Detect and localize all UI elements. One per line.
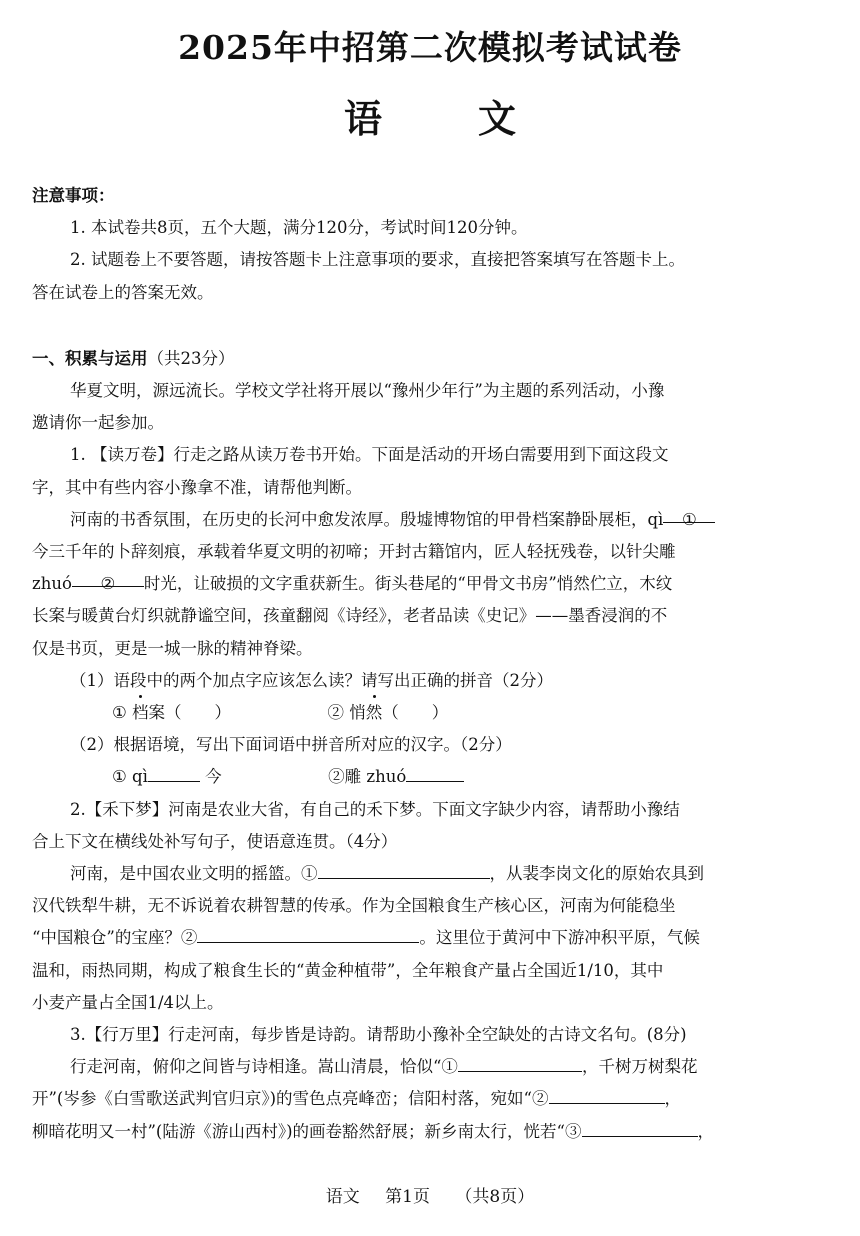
q2-blank-1 <box>318 860 490 879</box>
subject-title: 语文 <box>343 96 612 141</box>
exam-content <box>32 180 834 1148</box>
q3-text-2b: ， <box>664 1089 681 1109</box>
q3-prompt: 3.【行万里】行走河南，每步皆是诗韵。请帮助小豫补全空缺处的古诗文名句。(8分) <box>70 1025 687 1045</box>
q3-blank-3 <box>582 1118 698 1137</box>
section-intro-b: 邀请你一起参加。 <box>32 413 164 433</box>
q3-blank-2 <box>549 1085 665 1104</box>
notes-item-1: 1. 本试卷共8页，五个大题，满分120分，考试时间120分钟。 <box>70 218 528 238</box>
notes-item-2a: 2. 试题卷上不要答题，请按答题卡上注意事项的要求，直接把答案填写在答题卡上。 <box>70 250 685 270</box>
section-intro-a: 华夏文明，源远流长。学校文学社将开展以“豫州少年行”为主题的系列活动，小豫 <box>70 381 665 401</box>
option-2-char: 悄 <box>349 703 366 723</box>
q3-passage-line-1 <box>32 1051 834 1083</box>
sub2-option-2: ②雕 zhuó <box>328 767 407 787</box>
blank-zhuo <box>406 763 464 782</box>
q1-sub2: （2）根据语境，写出下面词语中拼音所对应的汉字。（2分） <box>70 735 512 755</box>
circle-number-1: ① <box>681 509 697 529</box>
section-heading <box>32 343 834 375</box>
q1-passage-text: 河南的书香氛围，在历史的长河中愈发浓厚。殷墟博物馆的甲骨档案静卧展柜，qì <box>70 509 664 529</box>
dotted-char-dang: 档 <box>132 697 149 729</box>
option-1-char: 案 <box>148 703 166 723</box>
q1-prompt-b: 字，其中有些内容小豫拿不准，请帮他判断。 <box>32 477 362 497</box>
spacer <box>32 309 834 343</box>
section-score: （共23分） <box>147 348 235 368</box>
q3-passage-line-3 <box>32 1116 834 1148</box>
sub2-option-1-char: 今 <box>205 767 222 787</box>
option-2-number: ② <box>327 703 345 723</box>
q3-text-3a: 柳暗花明又一村”(陆游《游山西村》)的画卷豁然舒展；新乡南太行，恍若“③ <box>32 1121 582 1141</box>
footer-page-number: 第1页 <box>385 1187 430 1207</box>
q3-text-1b: ，千树万树梨花 <box>581 1057 698 1077</box>
q2-passage-line-1 <box>32 858 834 890</box>
blank-qi <box>148 763 200 782</box>
exam-title: 2025年中招第二次模拟考试试卷 <box>178 28 682 67</box>
q1-sub1-options <box>32 697 834 729</box>
circle-number-2: ② <box>100 574 116 594</box>
q1-sub1: （1）语段中的两个加点字应该怎么读？请写出正确的拼音（2分） <box>70 670 553 690</box>
q2-passage-line-4: 温和，雨热同期，构成了粮食生长的“黄金种植带”，全年粮食产量占全国近1/10，其中 <box>32 960 664 980</box>
q3-text-3b: ， <box>697 1121 714 1141</box>
pinyin-zhuo: zhuó <box>32 574 72 594</box>
q2-text-3b: 。这里位于黄河中下游冲积平原，气候 <box>419 928 700 948</box>
q2-text-1b: ，从裴李岗文化的原始农具到 <box>489 864 704 884</box>
notes-item-2b: 答在试卷上的答案无效。 <box>32 282 214 302</box>
blank-2 <box>72 568 144 594</box>
footer-subject: 语文 <box>325 1187 360 1207</box>
q2-prompt-b: 合上下文在横线处补写句子，使语意连贯。（4分） <box>32 831 398 851</box>
q1-passage-line-4: 长案与暖黄台灯织就静谧空间，孩童翻阅《诗经》，老者品读《史记》——墨香浸润的不 <box>32 606 668 626</box>
q2-text-1a: 河南，是中国农业文明的摇篮。① <box>70 864 318 884</box>
q2-passage-line-5: 小麦产量占全国1/4以上。 <box>32 992 224 1012</box>
sub2-option-1: ① qì <box>112 767 148 787</box>
q1-sub2-options <box>32 761 834 793</box>
q2-blank-2 <box>197 924 419 943</box>
q1-passage-line-2: 今三千年的卜辞刻痕，承载着华夏文明的初啼；开封古籍馆内，匠人轻抚残卷，以针尖雕 <box>32 542 676 562</box>
section-title: 一、积累与运用 <box>32 348 148 368</box>
answer-paren-2: （ ） <box>382 703 449 723</box>
q1-passage-line-5: 仅是书页，更是一城一脉的精神脊梁。 <box>32 638 313 658</box>
option-1-number: ① <box>112 703 127 723</box>
notes-heading: 注意事项： <box>32 186 115 205</box>
footer-total-pages: （共8页） <box>455 1187 535 1207</box>
q2-passage-line-2: 汉代铁犁牛耕，无不诉说着农耕智慧的传承。作为全国粮食生产核心区，河南为何能稳坐 <box>32 896 676 916</box>
q3-blank-1 <box>458 1053 582 1072</box>
q2-text-3a: “中国粮仓”的宝座？② <box>32 928 198 948</box>
q2-passage-line-3 <box>32 922 834 954</box>
q1-passage-line-3 <box>32 568 834 600</box>
q3-passage-line-2 <box>32 1083 834 1115</box>
q1-prompt-a: 1. 【读万卷】行走之路从读万卷书开始。下面是活动的开场白需要用到下面这段文 <box>70 445 669 465</box>
q1-passage-line-1 <box>32 504 834 536</box>
q2-prompt-a: 2.【禾下梦】河南是农业大省，有自己的禾下梦。下面文字缺少内容，请帮助小豫结 <box>70 799 680 819</box>
dotted-char-ran: 然 <box>366 697 383 729</box>
q1-passage-text-3: 时光，让破损的文字重获新生。街头巷尾的“甲骨文书房”悄然伫立，木纹 <box>143 574 673 594</box>
q3-text-1a: 行走河南，俯仰之间皆与诗相逢。嵩山清晨，恰似“① <box>70 1057 458 1077</box>
page-footer <box>0 1182 860 1207</box>
blank-1 <box>663 504 715 529</box>
answer-paren-1: （ ） <box>165 703 232 723</box>
q3-text-2a: 开”(岑参《白雪歌送武判官归京》)的雪色点亮峰峦；信阳村落，宛如“② <box>32 1089 549 1109</box>
